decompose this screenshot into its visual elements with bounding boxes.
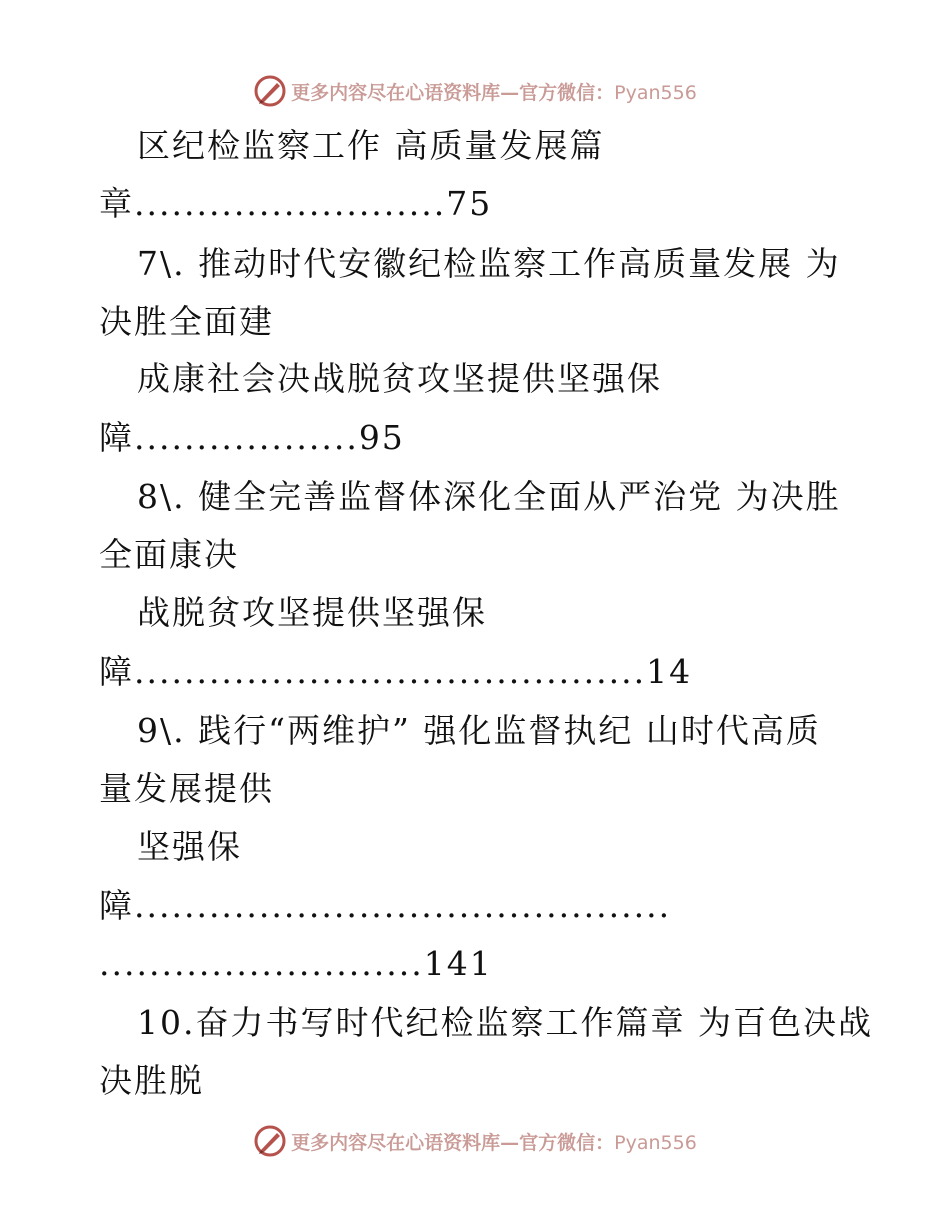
toc-line: 战脱贫攻坚提供坚强保 <box>137 593 487 632</box>
toc-line: 区纪检监察工作 高质量发展篇 <box>137 126 605 165</box>
toc-line: 7\. 推动时代安徽纪检监察工作高质量发展 为 <box>137 244 841 283</box>
toc-line: 障........................................... <box>99 886 672 925</box>
toc-line: 坚强保 <box>137 827 242 866</box>
toc-line: ..........................141 <box>99 944 493 983</box>
toc-line: 10.奋力书写时代纪检监察工作篇章 为百色决战 <box>137 1003 873 1042</box>
toc-line: 障..................95 <box>99 418 405 457</box>
toc-line: 量发展提供 <box>99 769 274 808</box>
toc-line: 全面康决 <box>99 535 239 574</box>
pen-logo-icon <box>253 1124 287 1158</box>
toc-line: 9\. 践行“两维护” 强化监督执纪 山时代高质 <box>137 711 821 750</box>
toc-line: 障.........................................14 <box>99 652 693 691</box>
toc-line: 章.........................75 <box>99 184 493 223</box>
watermark-text: 更多内容尽在心语资料库—官方微信：Pyan556 <box>291 1131 697 1154</box>
watermark-text: 更多内容尽在心语资料库—官方微信：Pyan556 <box>291 81 697 104</box>
toc-line: 决胜全面建 <box>99 302 274 341</box>
toc-line: 成康社会决战脱贫攻坚提供坚强保 <box>137 359 662 398</box>
toc-line: 8\. 健全完善监督体深化全面从严治党 为决胜 <box>137 477 841 516</box>
toc-line: 决胜脱 <box>99 1061 204 1100</box>
watermark-footer <box>0 1124 950 1158</box>
